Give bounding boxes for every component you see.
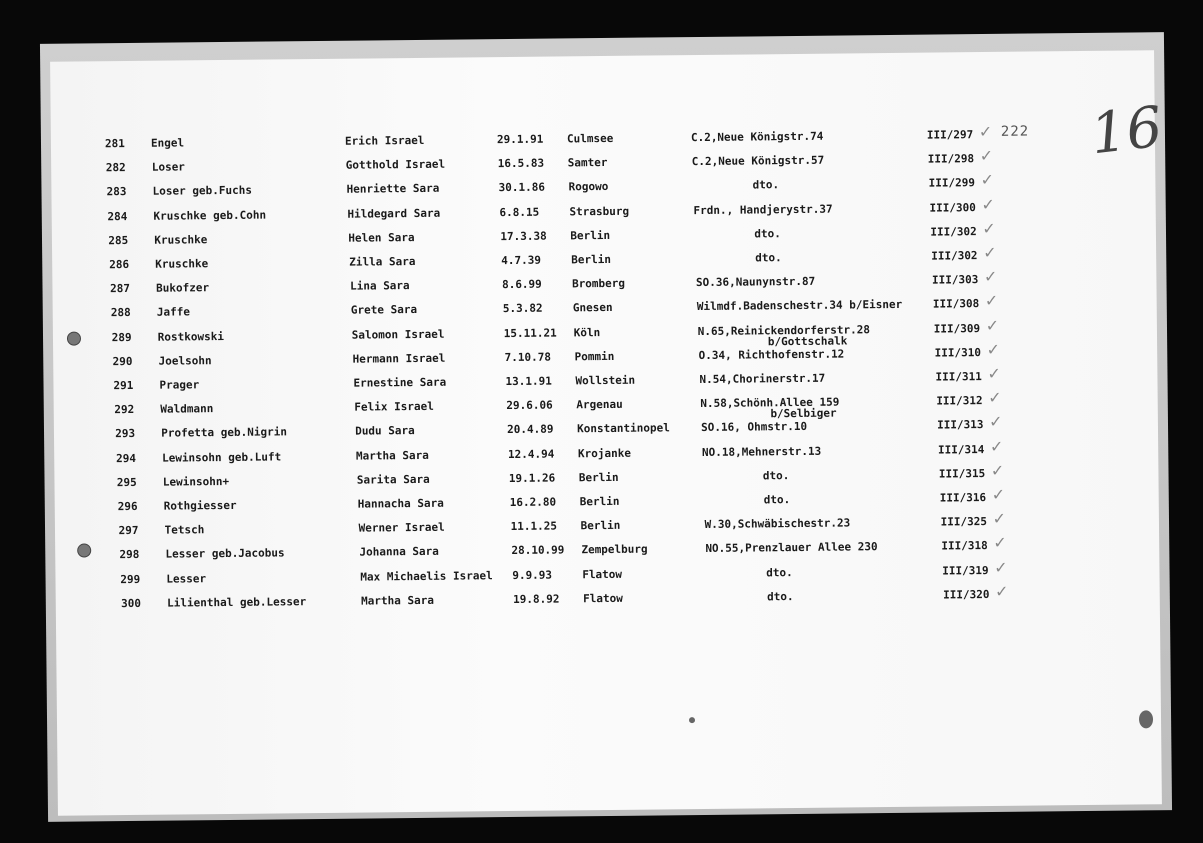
file-reference-cell: III/318: [941, 539, 988, 553]
file-reference-cell: III/298: [927, 152, 975, 166]
check-mark-icon: ✓: [994, 557, 1008, 577]
address-cell: NO.18,Mehnerstr.13: [701, 444, 822, 459]
check-mark-icon: ✓: [993, 533, 1007, 553]
given-name-cell: Grete Sara: [350, 303, 418, 318]
address-cell: N.58,Schönh.Allee 159: [700, 395, 840, 411]
address-cell: C.2,Neue Königstr.74: [690, 129, 824, 145]
given-name-cell: Sarita Sara: [356, 472, 430, 487]
birth-place-cell: Berlin: [570, 228, 611, 243]
birth-place-cell: Berlin: [579, 494, 620, 509]
birth-date-cell: 29.1.91: [496, 132, 544, 147]
check-mark-icon: ✓: [988, 412, 1003, 432]
check-mark-icon: ✓: [988, 388, 1002, 408]
file-reference-cell: III/314: [937, 442, 985, 457]
birth-date-cell: 5.3.82: [502, 302, 543, 316]
surname-cell: Engel: [150, 136, 185, 150]
check-mark-icon: ✓: [979, 146, 994, 166]
address-cell: SO.36,Naunynstr.87: [695, 274, 816, 290]
given-name-cell: Henriette Sara: [346, 182, 440, 197]
birth-place-cell: Konstantinopel: [577, 421, 670, 436]
birth-date-cell: 16.2.80: [509, 495, 557, 510]
birth-date-cell: 29.6.06: [506, 398, 553, 413]
address-cell: dto.: [766, 565, 793, 579]
row-number: 294: [115, 451, 136, 465]
birth-place-cell: Pommin: [574, 349, 615, 364]
file-reference-cell: III/312: [936, 394, 983, 408]
given-name-cell: Ernestine Sara: [353, 375, 447, 390]
file-reference-cell: III/320: [943, 587, 990, 602]
given-name-cell: Werner Israel: [358, 520, 445, 535]
row-number: 300: [121, 596, 142, 610]
check-mark-icon: ✓: [980, 170, 995, 190]
punch-hole: [77, 543, 91, 557]
address-cell: C.2,Neue Königstr.57: [691, 153, 825, 169]
row-number: 297: [118, 524, 139, 538]
given-name-cell: Helen Sara: [348, 230, 415, 245]
surname-cell: Lesser: [166, 571, 207, 586]
birth-date-cell: 9.9.93: [512, 568, 553, 582]
surname-cell: Tetsch: [164, 523, 205, 537]
stain-mark: [1139, 710, 1153, 728]
birth-place-cell: Berlin: [578, 470, 619, 485]
document-sheet: [50, 50, 1166, 816]
check-mark-icon: ✓: [982, 218, 996, 238]
birth-place-cell: Flatow: [583, 591, 623, 606]
check-mark-icon: ✓: [984, 291, 999, 311]
surname-cell: Waldmann: [160, 402, 214, 416]
birth-place-cell: Samter: [567, 156, 608, 170]
birth-place-cell: Berlin: [571, 252, 612, 267]
birth-place-cell: Strasburg: [569, 204, 630, 218]
birth-place-cell: Zempelburg: [581, 542, 648, 557]
birth-place-cell: Berlin: [580, 519, 621, 533]
check-mark-icon: ✓: [986, 339, 1001, 359]
surname-cell: Lesser geb.Jacobus: [165, 546, 285, 562]
address-cell: N.54,Chorinerstr.17: [699, 371, 826, 387]
file-reference-cell: III/315: [938, 466, 986, 481]
surname-cell: Bukofzer: [155, 281, 210, 295]
given-name-cell: Johanna Sara: [359, 545, 439, 559]
given-name-cell: Lina Sara: [349, 279, 410, 293]
check-mark-icon: ✓: [985, 315, 1000, 335]
address-cell: dto.: [754, 226, 781, 241]
row-number: 284: [107, 209, 128, 223]
row-number: 292: [114, 403, 135, 417]
row-number: 283: [106, 185, 127, 199]
surname-cell: Kruschke: [154, 232, 208, 247]
given-name-cell: Hermann Israel: [352, 351, 446, 366]
birth-date-cell: 4.7.39: [501, 253, 542, 268]
file-reference-cell: III/297: [926, 128, 974, 142]
page-number: 222: [1000, 123, 1030, 140]
punch-hole: [67, 331, 81, 345]
file-reference-cell: III/311: [935, 370, 982, 384]
check-mark-icon: ✓: [989, 436, 1004, 456]
birth-place-cell: Krojanke: [577, 446, 632, 460]
check-mark-icon: ✓: [987, 363, 1001, 384]
surname-cell: Profetta geb.Nigrin: [161, 425, 288, 441]
given-name-cell: Hildegard Sara: [347, 206, 441, 221]
check-mark-icon: ✓: [994, 581, 1009, 601]
birth-place-cell: Köln: [573, 325, 601, 339]
address-cell: dto.: [752, 178, 780, 192]
birth-place-cell: Culmsee: [566, 131, 614, 146]
file-reference-cell: III/316: [939, 491, 987, 505]
birth-date-cell: 30.1.86: [498, 181, 546, 195]
file-reference-cell: III/313: [937, 418, 984, 432]
check-mark-icon: ✓: [983, 242, 997, 263]
check-mark-icon: ✓: [978, 121, 993, 142]
file-reference-cell: III/319: [942, 563, 989, 578]
given-name-cell: Max Michaelis Israel: [360, 568, 493, 584]
birth-date-cell: 7.10.78: [504, 350, 552, 364]
file-reference-cell: III/302: [930, 224, 977, 239]
given-name-cell: Hannacha Sara: [357, 496, 444, 511]
file-reference-cell: III/325: [940, 515, 987, 529]
surname-cell: Joelsohn: [158, 353, 212, 368]
address-cell: SO.16, Ohmstr.10: [701, 420, 808, 435]
check-mark-icon: ✓: [981, 194, 995, 214]
surname-cell: Jaffe: [156, 305, 191, 320]
surname-cell: Kruschke geb.Cohn: [153, 208, 267, 223]
given-name-cell: Salomon Israel: [351, 327, 445, 342]
birth-place-cell: Bromberg: [571, 276, 626, 291]
surname-cell: Kruschke: [155, 257, 209, 271]
row-number: 288: [110, 306, 131, 320]
row-number: 286: [109, 257, 130, 272]
check-mark-icon: ✓: [991, 484, 1006, 504]
birth-date-cell: 15.11.21: [503, 326, 557, 340]
birth-date-cell: 6.8.15: [499, 205, 540, 219]
address-cell: dto.: [755, 251, 782, 265]
check-mark-icon: ✓: [983, 267, 998, 287]
row-number: 290: [112, 354, 133, 368]
check-mark-icon: ✓: [990, 460, 1005, 480]
given-name-cell: Zilla Sara: [349, 254, 416, 269]
row-number: 281: [104, 137, 125, 151]
row-number: 282: [105, 161, 126, 175]
given-name-cell: Gotthold Israel: [345, 157, 446, 172]
address-cell: N.65,Reinickendorferstr.28: [697, 322, 870, 338]
row-number: 296: [117, 499, 138, 514]
handwritten-number: 16: [1087, 94, 1166, 168]
birth-date-cell: 17.3.38: [500, 229, 547, 243]
given-name-cell: Martha Sara: [355, 448, 429, 463]
given-name-cell: Martha Sara: [361, 593, 435, 608]
file-reference-cell: III/308: [932, 297, 980, 311]
row-number: 293: [115, 427, 136, 441]
row-number: 287: [109, 282, 130, 296]
surname-cell: Loser geb.Fuchs: [152, 184, 253, 199]
surname-cell: Prager: [159, 378, 200, 392]
birth-date-cell: 19.8.92: [513, 592, 560, 606]
address-cell: W.30,Schwäbischestr.23: [704, 516, 851, 532]
address-cell: Frdn., Handjerystr.37: [693, 202, 833, 217]
surname-cell: Rostkowski: [157, 329, 225, 344]
birth-place-cell: Argenau: [576, 398, 623, 412]
table-row: [121, 581, 1081, 617]
birth-place-cell: Flatow: [582, 567, 623, 581]
file-reference-cell: III/310: [934, 345, 981, 360]
row-number: 291: [113, 378, 134, 393]
birth-date-cell: 28.10.99: [511, 543, 565, 558]
birth-place-cell: Wollstein: [575, 373, 636, 388]
birth-date-cell: 16.5.83: [497, 156, 545, 171]
address-cell: dto.: [767, 589, 794, 604]
birth-date-cell: 8.6.99: [501, 277, 542, 292]
address-note-cell: b/Selbiger: [770, 406, 837, 421]
surname-cell: Loser: [151, 160, 185, 174]
birth-place-cell: Rogowo: [568, 180, 609, 194]
birth-date-cell: 20.4.89: [507, 422, 554, 437]
address-note-cell: b/Gottschalk: [767, 334, 848, 348]
birth-date-cell: 13.1.91: [505, 374, 552, 389]
stain-mark: [689, 717, 695, 723]
birth-place-cell: Gnesen: [572, 301, 613, 315]
file-reference-cell: III/303: [931, 273, 979, 287]
file-reference-cell: III/300: [929, 200, 976, 215]
surname-cell: Lilienthal geb.Lesser: [167, 594, 307, 610]
row-number: 295: [116, 475, 137, 489]
address-cell: dto.: [762, 468, 790, 483]
address-cell: Wilmdf.Badenschestr.34 b/Eisner: [696, 298, 903, 314]
address-cell: O.34, Richthofenstr.12: [698, 347, 845, 362]
row-number: 285: [108, 233, 129, 247]
surname-cell: Lewinsohn+: [162, 474, 230, 489]
address-cell: dto.: [763, 493, 791, 507]
surname-cell: Lewinsohn geb.Luft: [161, 449, 282, 465]
birth-date-cell: 12.4.94: [507, 447, 555, 461]
birth-date-cell: 19.1.26: [508, 471, 556, 485]
file-reference-cell: III/302: [931, 249, 978, 263]
row-number: 298: [119, 548, 140, 562]
check-mark-icon: ✓: [992, 509, 1007, 529]
address-cell: NO.55,Prenzlauer Allee 230: [705, 540, 878, 556]
file-reference-cell: III/309: [933, 321, 981, 336]
row-number: 299: [120, 572, 141, 586]
surname-cell: Rothgiesser: [163, 498, 237, 513]
given-name-cell: Felix Israel: [354, 399, 434, 414]
given-name-cell: Dudu Sara: [355, 424, 415, 439]
given-name-cell: Erich Israel: [344, 133, 425, 148]
birth-date-cell: 11.1.25: [510, 519, 557, 534]
file-reference-cell: III/299: [928, 176, 976, 190]
row-number: 289: [111, 330, 132, 344]
